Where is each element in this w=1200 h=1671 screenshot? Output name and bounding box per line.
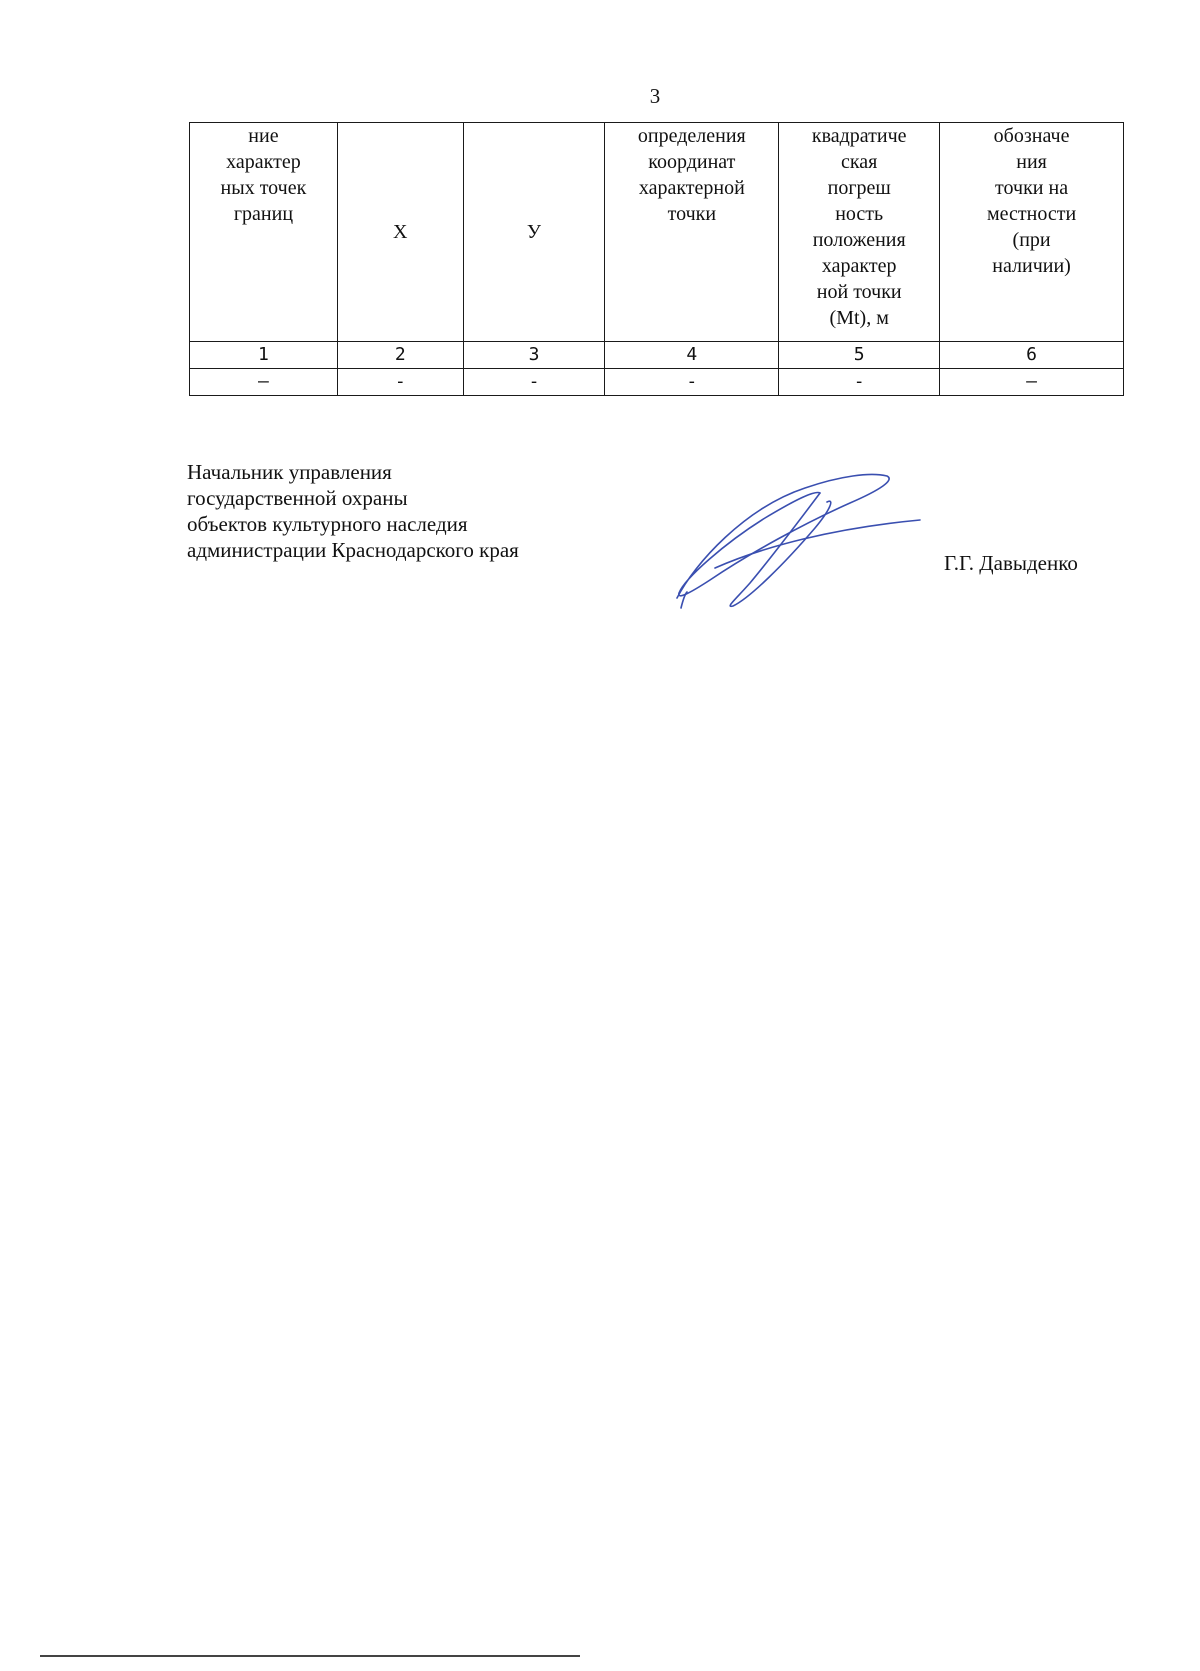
table-row (190, 369, 1124, 396)
header-cell-text: обозначе ния точки на местности (при наличии) (986, 125, 1077, 277)
table-cell: – (190, 369, 338, 396)
column-number: 4 (605, 342, 779, 369)
page-edge-line (40, 1655, 580, 1657)
signer-position-line: объектов культурного наследия (187, 512, 468, 536)
column-number: 1 (190, 342, 338, 369)
column-number: 5 (779, 342, 940, 369)
column-number-row (190, 342, 1124, 369)
table-header-row (190, 123, 1124, 342)
header-cell-text: Х (393, 221, 408, 243)
column-number: 3 (463, 342, 605, 369)
signer-position-line: государственной охраны (187, 486, 408, 510)
signer-position-line: Начальник управления (187, 460, 392, 484)
header-cell-text: У (526, 221, 542, 243)
table-cell: - (463, 369, 605, 396)
table-cell: - (605, 369, 779, 396)
column-number: 2 (337, 342, 463, 369)
header-cell-x (337, 123, 463, 342)
column-number: 6 (940, 342, 1124, 369)
header-cell-method (605, 123, 779, 342)
header-cell-marking (940, 123, 1124, 342)
page-number: 3 (649, 84, 661, 108)
header-cell-error (779, 123, 940, 342)
table-cell: - (779, 369, 940, 396)
signer-name: Г.Г. Давыденко (944, 551, 1078, 575)
handwritten-signature (655, 468, 925, 618)
header-cell-text: определения координат характерной точки (637, 125, 746, 225)
table-cell: – (940, 369, 1124, 396)
header-cell-text: ние характер ных точек границ (220, 125, 307, 225)
table-cell: - (337, 369, 463, 396)
header-cell-y (463, 123, 605, 342)
header-cell-text: квадратиче ская погреш ность положения характер ной точки (Mt), м (811, 125, 907, 329)
characteristic-points-table (189, 122, 1124, 396)
signer-position-line: администрации Краснодарского края (187, 538, 519, 562)
signer-position (187, 459, 519, 563)
header-cell-point-name (190, 123, 338, 342)
